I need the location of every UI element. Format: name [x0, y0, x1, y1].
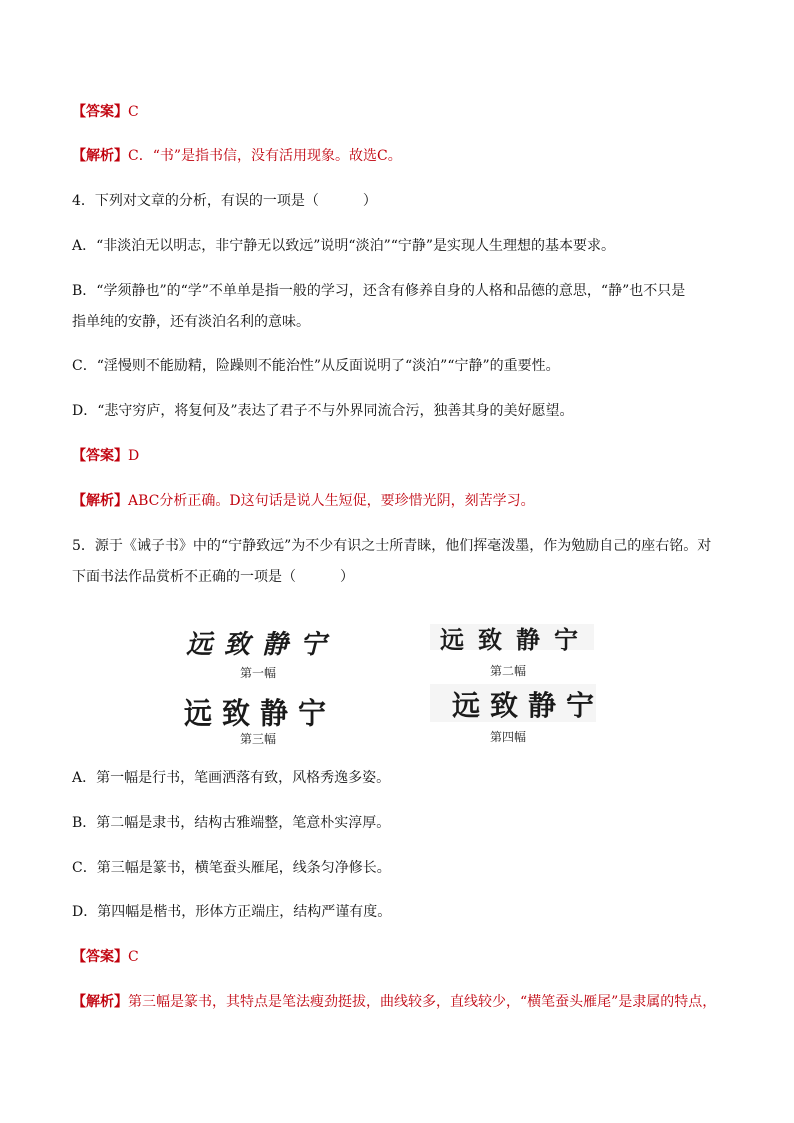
q5-analysis — [72, 992, 736, 1012]
q4-option-b-cont: 指单纯的安静，还有淡泊名利的意味。 — [72, 314, 310, 330]
answer-tag: 【答案】 — [72, 949, 128, 965]
answer-tag: 【答案】 — [72, 104, 128, 120]
q4-option-b: B．“学须静也”的“学”不单单是指一般的学习，还含有修养自身的人格和品德的意思，“静”也不只是 — [72, 283, 686, 299]
analysis-text: C．“书”是指书信，没有活用现象。故选C。 — [128, 148, 402, 164]
q3-analysis — [72, 146, 736, 166]
calligraphy-panel-2: 远致静宁 — [440, 626, 592, 654]
calligraphy-panel-3: 远致静宁 — [184, 696, 337, 731]
calligraphy-panel-4: 远致静宁 — [452, 689, 605, 722]
q5-stem-line1: 5．源于《诫子书》中的“宁静致远”为不少有识之士所青睐，他们挥毫泼墨，作为勉励自己的座右铭。对 — [72, 538, 712, 554]
calligraphy-caption-2: 第二幅 — [490, 664, 527, 678]
q4-option-c: C．“淫慢则不能励精，险躁则不能治性”从反面说明了“淡泊”“宁静”的重要性。 — [72, 358, 560, 374]
q4-stem-text: 4．下列对文章的分析，有误的一项是（ — [72, 193, 319, 209]
q5-option-d: D．第四幅是楷书，形体方正端庄，结构严谨有度。 — [72, 904, 392, 920]
q5-stem-text: 下面书法作品赏析不正确的一项是（ — [72, 569, 296, 585]
calligraphy-caption-3: 第三幅 — [240, 732, 277, 746]
q5-option-a: A．第一幅是行书，笔画洒落有致，风格秀逸多姿。 — [72, 770, 391, 786]
q3-answer — [72, 102, 736, 122]
analysis-tag: 【解析】 — [72, 148, 128, 164]
q4-stem-end: ） — [362, 193, 377, 209]
q5-stem-line2 — [72, 567, 736, 587]
q4-analysis — [72, 491, 736, 511]
analysis-tag: 【解析】 — [72, 994, 128, 1010]
q4-answer — [72, 446, 736, 466]
answer-value: C — [128, 104, 139, 120]
q5-answer — [72, 947, 736, 967]
answer-value: C — [128, 949, 139, 965]
q5-stem-end: ） — [340, 569, 354, 585]
q5-option-b: B．第二幅是隶书，结构古雅端整，笔意朴实淳厚。 — [72, 815, 391, 831]
analysis-text: ABC分析正确。D这句话是说人生短促，要珍惜光阴，刻苦学习。 — [128, 493, 535, 509]
q4-option-d: D．“悲守穷庐，将复何及”表达了君子不与外界同流合污，独善其身的美好愿望。 — [72, 403, 574, 419]
answer-value: D — [128, 448, 140, 464]
q4-option-a: A．“非淡泊无以明志，非宁静无以致远”说明“淡泊”“宁静”是实现人生理想的基本要求。 — [72, 238, 616, 254]
q5-option-c: C．第三幅是篆书，横笔蚕头雁尾，线条匀净修长。 — [72, 860, 391, 876]
calligraphy-caption-4: 第四幅 — [490, 730, 527, 744]
q4-stem — [72, 191, 736, 211]
analysis-tag: 【解析】 — [72, 493, 128, 509]
answer-tag: 【答案】 — [72, 448, 128, 464]
analysis-text: 第三幅是篆书，其特点是笔法瘦劲挺拔，曲线较多，直线较少，“横笔蚕头雁尾”是隶属的特点， — [128, 994, 717, 1010]
calligraphy-caption-1: 第一幅 — [240, 666, 277, 680]
calligraphy-panel-1: 远致静宁 — [186, 630, 339, 660]
